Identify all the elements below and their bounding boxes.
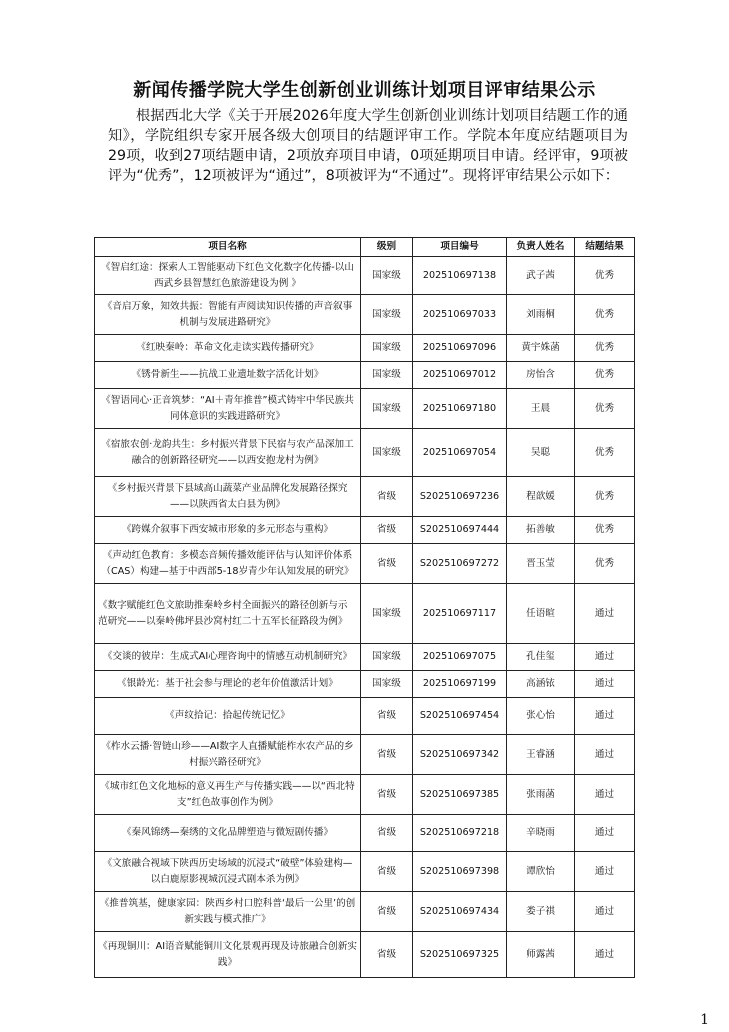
level-cell: 国家级 bbox=[361, 429, 413, 477]
project-code-cell: 202510697117 bbox=[413, 584, 507, 644]
header-project-name: 项目名称 bbox=[95, 238, 361, 257]
header-leader: 负责人姓名 bbox=[507, 238, 575, 257]
table-row bbox=[95, 671, 635, 698]
leader-name-cell: 张雨菡 bbox=[507, 775, 575, 815]
level-cell: 国家级 bbox=[361, 362, 413, 389]
level-cell: 省级 bbox=[361, 815, 413, 852]
project-name-cell: 《秦风锦绣—秦绣的文化品牌塑造与微短剧传播》 bbox=[95, 815, 361, 852]
leader-name-cell: 程歆媛 bbox=[507, 477, 575, 517]
result-cell: 优秀 bbox=[575, 257, 635, 295]
project-code-cell: S202510697218 bbox=[413, 815, 507, 852]
leader-name-cell: 娄子祺 bbox=[507, 892, 575, 932]
result-cell: 优秀 bbox=[575, 362, 635, 389]
table-row bbox=[95, 584, 635, 644]
project-name-cell: 《文旅融合视域下陕西历史场域的沉浸式“破壁”体验建构—以白鹿原影视城沉浸式剧本杀为例》 bbox=[95, 852, 361, 892]
table-row bbox=[95, 815, 635, 852]
level-cell: 国家级 bbox=[361, 584, 413, 644]
project-name-cell: 《红映秦岭：革命文化走读实践传播研究》 bbox=[95, 335, 361, 362]
project-code-cell: S202510697454 bbox=[413, 698, 507, 735]
leader-name-cell: 辛晓雨 bbox=[507, 815, 575, 852]
level-cell: 国家级 bbox=[361, 671, 413, 698]
project-name-cell: 《声动红色教育：多模态音频传播效能评估与认知评价体系（CAS）构建—基于中西部5-18岁青少年认知发展的研究》 bbox=[95, 544, 361, 584]
table-row bbox=[95, 698, 635, 735]
project-code-cell: S202510697444 bbox=[413, 517, 507, 544]
leader-name-cell: 房怡含 bbox=[507, 362, 575, 389]
project-name-cell: 《音启万象，知效共振：智能有声阅读知识传播的声音叙事机制与发展进路研究》 bbox=[95, 295, 361, 335]
project-name-cell: 《智语同心·正音筑梦：“AI＋青年推普”模式铸牢中华民族共同体意识的实践进路研究》 bbox=[95, 389, 361, 429]
project-name-cell: 《智启红途：探索人工智能驱动下红色文化数字化传播-以山西武乡县智慧红色旅游建设为例 》 bbox=[95, 257, 361, 295]
result-cell: 优秀 bbox=[575, 517, 635, 544]
level-cell: 省级 bbox=[361, 932, 413, 978]
level-cell: 省级 bbox=[361, 477, 413, 517]
level-cell: 国家级 bbox=[361, 335, 413, 362]
leader-name-cell: 任语暄 bbox=[507, 584, 575, 644]
project-name-cell: 《银龄光：基于社会参与理论的老年价值激活计划》 bbox=[95, 671, 361, 698]
project-name-cell: 《宿旅农创·龙韵共生：乡村振兴背景下民宿与农产品深加工融合的创新路径研究——以西安抱龙村为例》 bbox=[95, 429, 361, 477]
project-code-cell: S202510697434 bbox=[413, 892, 507, 932]
leader-name-cell: 张心怡 bbox=[507, 698, 575, 735]
project-code-cell: 202510697096 bbox=[413, 335, 507, 362]
project-name-cell: 《跨媒介叙事下西安城市形象的多元形态与重构》 bbox=[95, 517, 361, 544]
table-row bbox=[95, 544, 635, 584]
table-row bbox=[95, 735, 635, 775]
leader-name-cell: 谭欣怡 bbox=[507, 852, 575, 892]
page-number: 1 bbox=[700, 1012, 709, 1028]
table-row bbox=[95, 335, 635, 362]
intro-paragraph: 根据西北大学《关于开展2026年度大学生创新创业训练计划项目结题工作的通知》，学院组织专家开展各级大创项目的结题评审工作。学院本年度应结题项目为29项，收到27项结题申请，2项放弃项目申请，0项延期项目申请。经评审，9项被评为“优秀”，12项被评为“通过”，8项被评为“不通过”。现将评审结果公示如下： bbox=[108, 108, 628, 184]
table-header-row bbox=[95, 238, 635, 257]
level-cell: 省级 bbox=[361, 735, 413, 775]
page-title: 新闻传播学院大学生创新创业训练计划项目评审结果公示 bbox=[133, 80, 596, 101]
leader-name-cell: 王睿涵 bbox=[507, 735, 575, 775]
result-cell: 通过 bbox=[575, 815, 635, 852]
table-row bbox=[95, 295, 635, 335]
result-cell: 通过 bbox=[575, 852, 635, 892]
result-cell: 优秀 bbox=[575, 389, 635, 429]
table-row bbox=[95, 644, 635, 671]
project-name-cell: 《再现铜川：AI语音赋能铜川文化景观再现及诗旅融合创新实践》 bbox=[95, 932, 361, 978]
result-cell: 通过 bbox=[575, 735, 635, 775]
result-cell: 通过 bbox=[575, 671, 635, 698]
project-name-cell: 《城市红色文化地标的意义再生产与传播实践——以“西北特支”红色故事创作为例》 bbox=[95, 775, 361, 815]
project-code-cell: S202510697342 bbox=[413, 735, 507, 775]
leader-name-cell: 武子茜 bbox=[507, 257, 575, 295]
project-name-cell: 《锈骨新生——抗战工业遗址数字活化计划》 bbox=[95, 362, 361, 389]
header-project-code: 项目编号 bbox=[413, 238, 507, 257]
project-code-cell: 202510697033 bbox=[413, 295, 507, 335]
leader-name-cell: 刘雨桐 bbox=[507, 295, 575, 335]
result-cell: 通过 bbox=[575, 644, 635, 671]
project-name-cell: 《乡村振兴背景下县域高山蔬菜产业品牌化发展路径探究——以陕西省太白县为例》 bbox=[95, 477, 361, 517]
leader-name-cell: 吴聪 bbox=[507, 429, 575, 477]
leader-name-cell: 王晨 bbox=[507, 389, 575, 429]
level-cell: 省级 bbox=[361, 852, 413, 892]
project-code-cell: S202510697398 bbox=[413, 852, 507, 892]
project-code-cell: 202510697199 bbox=[413, 671, 507, 698]
project-name-cell: 《柞水云播·智链山珍——AI数字人直播赋能柞水农产品的乡村振兴路径研究》 bbox=[95, 735, 361, 775]
project-name-cell: 《推普筑基，健康家园：陕西乡村口腔科普‘最后一公里’的创新实践与模式推广》 bbox=[95, 892, 361, 932]
results-table bbox=[94, 237, 635, 978]
level-cell: 国家级 bbox=[361, 295, 413, 335]
project-code-cell: S202510697385 bbox=[413, 775, 507, 815]
level-cell: 省级 bbox=[361, 544, 413, 584]
table-row bbox=[95, 852, 635, 892]
table-row bbox=[95, 892, 635, 932]
result-cell: 优秀 bbox=[575, 477, 635, 517]
project-code-cell: S202510697325 bbox=[413, 932, 507, 978]
leader-name-cell: 高涵铱 bbox=[507, 671, 575, 698]
project-code-cell: S202510697272 bbox=[413, 544, 507, 584]
table-row bbox=[95, 429, 635, 477]
project-code-cell: 202510697138 bbox=[413, 257, 507, 295]
result-cell: 通过 bbox=[575, 932, 635, 978]
leader-name-cell: 晋玉莹 bbox=[507, 544, 575, 584]
leader-name-cell: 师露茜 bbox=[507, 932, 575, 978]
level-cell: 省级 bbox=[361, 698, 413, 735]
table-row bbox=[95, 257, 635, 295]
project-name-cell: 《数字赋能红色文旅助推秦岭乡村全面振兴的路径创新与示范研究——以秦岭佛坪县沙窝村红二十五军长征路段为例》 bbox=[95, 584, 361, 644]
table-row bbox=[95, 517, 635, 544]
project-code-cell: S202510697236 bbox=[413, 477, 507, 517]
table-row bbox=[95, 932, 635, 978]
result-cell: 优秀 bbox=[575, 335, 635, 362]
header-result: 结题结果 bbox=[575, 238, 635, 257]
result-cell: 通过 bbox=[575, 775, 635, 815]
table-row bbox=[95, 362, 635, 389]
project-code-cell: 202510697012 bbox=[413, 362, 507, 389]
leader-name-cell: 黄宇姝菡 bbox=[507, 335, 575, 362]
result-cell: 优秀 bbox=[575, 429, 635, 477]
level-cell: 省级 bbox=[361, 892, 413, 932]
project-name-cell: 《声纹拾记：拾起传统记忆》 bbox=[95, 698, 361, 735]
level-cell: 国家级 bbox=[361, 644, 413, 671]
header-level: 级别 bbox=[361, 238, 413, 257]
result-cell: 通过 bbox=[575, 698, 635, 735]
level-cell: 国家级 bbox=[361, 257, 413, 295]
leader-name-cell: 拓善敏 bbox=[507, 517, 575, 544]
level-cell: 省级 bbox=[361, 517, 413, 544]
project-code-cell: 202510697180 bbox=[413, 389, 507, 429]
level-cell: 省级 bbox=[361, 775, 413, 815]
project-code-cell: 202510697075 bbox=[413, 644, 507, 671]
leader-name-cell: 孔佳玺 bbox=[507, 644, 575, 671]
level-cell: 国家级 bbox=[361, 389, 413, 429]
result-cell: 通过 bbox=[575, 584, 635, 644]
result-cell: 优秀 bbox=[575, 544, 635, 584]
table-row bbox=[95, 389, 635, 429]
project-code-cell: 202510697054 bbox=[413, 429, 507, 477]
result-cell: 优秀 bbox=[575, 295, 635, 335]
result-cell: 通过 bbox=[575, 892, 635, 932]
table-row bbox=[95, 477, 635, 517]
project-name-cell: 《交谈的彼岸：生成式AI心理咨询中的情感互动机制研究》 bbox=[95, 644, 361, 671]
table-row bbox=[95, 775, 635, 815]
